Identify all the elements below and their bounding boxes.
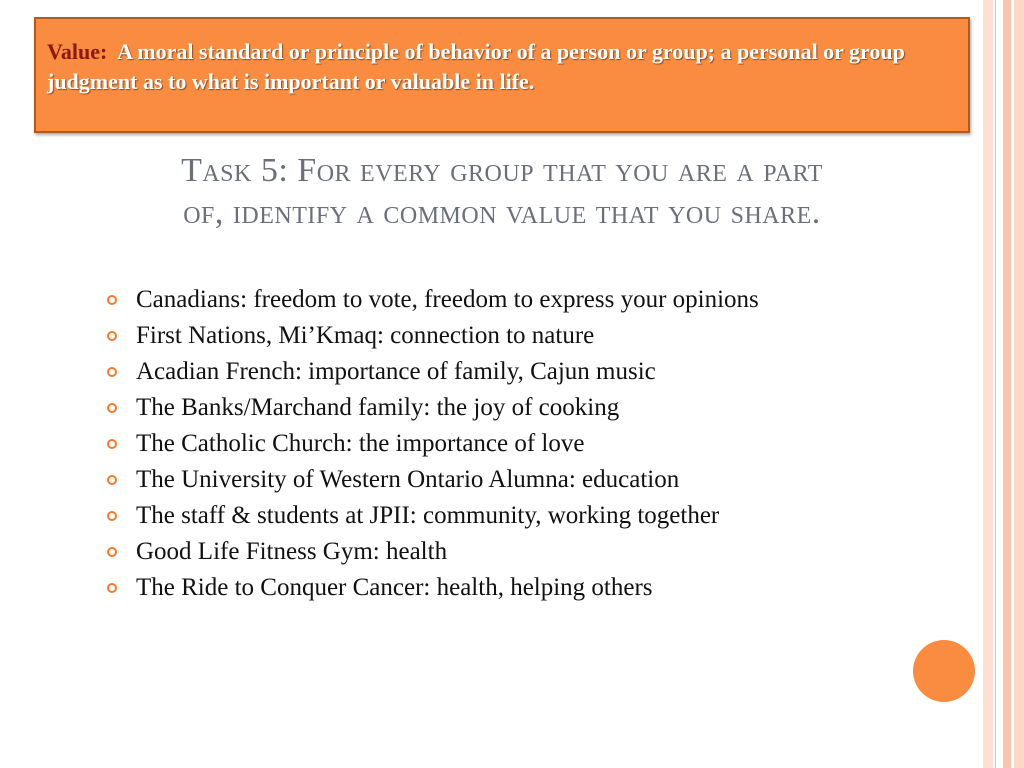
list-item-text: Canadians: freedom to vote, freedom to express your opinions <box>136 286 759 313</box>
title-line-1: Task 5: For every group that you are a part <box>181 152 823 189</box>
title-line-2: of, identify a common value that you share. <box>183 194 821 231</box>
group-values-list <box>104 282 759 606</box>
list-item <box>104 498 759 534</box>
bullet-icon <box>107 547 117 557</box>
bullet-icon <box>107 511 117 521</box>
bullet-icon <box>107 331 117 341</box>
bullet-icon <box>107 367 117 377</box>
definition-text: A moral standard or principle of behavior of a person or group; a personal or group judgment as to what is important or valuable in life. <box>47 39 905 94</box>
list-item-text: The University of Western Ontario Alumna: education <box>136 466 680 493</box>
bullet-icon <box>107 403 117 413</box>
list-item <box>104 426 759 462</box>
decorative-stripe <box>1014 0 1024 768</box>
list-item-text: Good Life Fitness Gym: health <box>136 538 448 565</box>
list-item-text: The Banks/Marchand family: the joy of cooking <box>136 394 620 421</box>
list-item <box>104 282 759 318</box>
bullet-icon <box>107 295 117 305</box>
list-item-text: The staff & students at JPII: community, working together <box>136 502 720 529</box>
bullet-icon <box>107 475 117 485</box>
definition-term: Value: <box>47 39 108 64</box>
bullet-icon <box>107 439 117 449</box>
list-item <box>104 354 759 390</box>
list-item <box>104 570 759 606</box>
list-item <box>104 534 759 570</box>
slide-title <box>92 150 912 234</box>
decorative-stripe-line <box>995 0 996 768</box>
decorative-stripe <box>1003 0 1011 768</box>
list-item-text: First Nations, Mi’Kmaq: connection to nature <box>136 322 595 349</box>
bullet-icon <box>107 583 117 593</box>
decorative-circle <box>913 640 975 702</box>
list-item <box>104 318 759 354</box>
definition-box <box>34 17 970 133</box>
list-item-text: The Catholic Church: the importance of love <box>136 430 585 457</box>
list-item-text: The Ride to Conquer Cancer: health, helping others <box>136 574 653 601</box>
decorative-stripe <box>983 0 993 768</box>
list-item <box>104 390 759 426</box>
list-item-text: Acadian French: importance of family, Cajun music <box>136 358 656 385</box>
list-item <box>104 462 759 498</box>
